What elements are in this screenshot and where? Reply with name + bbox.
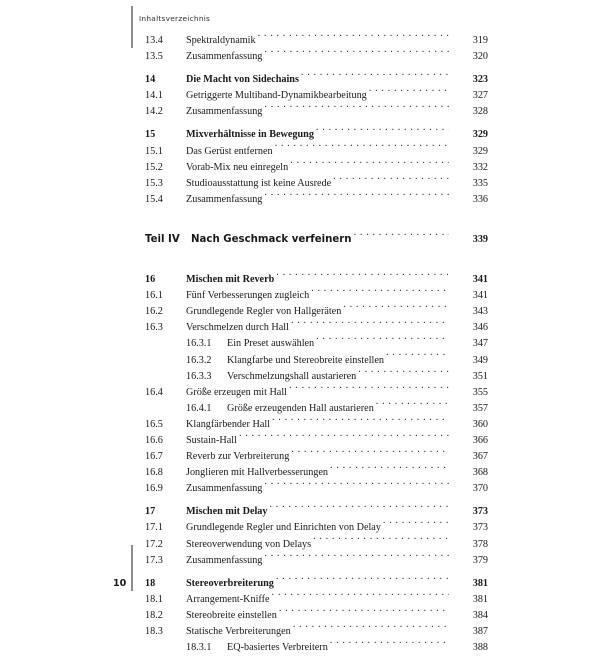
toc-entry-row[interactable] (145, 88, 488, 104)
toc-leader-dots (369, 88, 449, 98)
toc-entry-title: Verschmelzungshall austarieren (227, 370, 357, 382)
toc-entry-title: Klangfärbender Hall (186, 418, 271, 430)
toc-leader-dots (270, 504, 450, 514)
toc-entry-title: Stereoverbreiterung (186, 577, 274, 589)
toc-entry-number: 17.1 (145, 522, 163, 534)
toc-entry-page: 381 (472, 593, 488, 605)
toc-entry-number: 15.1 (145, 145, 163, 157)
toc-entry-number: 18.2 (145, 609, 163, 621)
toc-entry-row[interactable] (145, 417, 488, 433)
toc-entry-number: 16.3 (145, 322, 163, 334)
toc-entry-page: 378 (472, 538, 488, 550)
toc-entry-row[interactable] (145, 640, 488, 656)
toc-entry-title: Klangfarbe und Stereobreite einstellen (227, 354, 384, 366)
toc-entry-number: 16.9 (145, 483, 163, 495)
toc-leader-dots (276, 576, 449, 586)
toc-entry-page: 346 (472, 322, 488, 334)
toc-entry-title: Ein Preset auswählen (227, 338, 315, 350)
toc-entry-row[interactable] (145, 72, 488, 88)
toc-entry-row[interactable] (145, 192, 488, 208)
toc-leader-dots (333, 176, 449, 186)
toc-entry-number: 18.1 (145, 593, 163, 605)
toc-entry-row[interactable] (145, 144, 488, 160)
toc-entry-title: Getriggerte Multiband-Dynamikbearbeitung (186, 90, 367, 102)
toc-entry-number: 15.3 (145, 177, 163, 189)
toc-entry-row[interactable] (145, 401, 488, 417)
toc-entry-row[interactable] (145, 537, 488, 553)
toc-entry-title: Nach Geschmack verfeinern (191, 233, 352, 245)
toc-entry-page: 341 (472, 274, 488, 286)
toc-entry-row[interactable] (145, 624, 488, 640)
toc-leader-dots (316, 127, 449, 137)
toc-entry-number: 16.2 (145, 306, 163, 318)
toc-entry-row[interactable] (145, 481, 488, 497)
toc-entry-title: Zusammenfassung (186, 554, 263, 566)
toc-entry-title: Statische Verbreiterungen (186, 626, 291, 637)
toc-leader-dots (316, 336, 449, 346)
toc-entry-title: Größe erzeugen mit Hall (186, 386, 287, 398)
toc-entry-number: 18 (145, 577, 156, 589)
toc-entry-title: Verschmelzen durch Hall (186, 322, 289, 334)
toc-part-row[interactable] (145, 232, 488, 248)
toc-leader-dots (239, 433, 449, 443)
toc-leader-dots (358, 369, 449, 379)
toc-entry-title: Zusammenfassung (186, 193, 263, 205)
toc-entry-number: 17 (145, 506, 156, 518)
toc-leader-dots (386, 353, 449, 363)
toc-entry-row[interactable] (145, 127, 488, 143)
toc-entry-number: 15.4 (145, 193, 163, 205)
margin-rule-top (131, 6, 133, 48)
toc-leader-dots (293, 624, 449, 634)
toc-entry-number: 18.3 (145, 626, 163, 637)
toc-entry-row[interactable] (145, 553, 488, 569)
toc-entry-title: Fünf Verbesserungen zugleich (186, 290, 310, 302)
toc-entry-page: 370 (472, 483, 488, 495)
toc-leader-dots (376, 401, 449, 411)
toc-entry-title: Mischen mit Delay (186, 506, 268, 518)
toc-entry-number: 16.5 (145, 418, 163, 430)
toc-entry-page: 379 (472, 554, 488, 566)
toc-leader-dots (289, 385, 449, 395)
toc-entry-title: Mixverhältnisse in Bewegung (186, 129, 314, 141)
toc-entry-title: Das Gerüst entfernen (186, 145, 273, 157)
toc-entry-row[interactable] (145, 272, 488, 288)
toc-entry-page: 351 (472, 370, 488, 382)
toc-entry-number: 16.4 (145, 386, 163, 398)
toc-entry-page: 367 (472, 451, 488, 463)
toc-entry-number: 16.3.3 (186, 370, 212, 382)
toc-entry-number: 16.6 (145, 434, 163, 446)
toc-entry-page: 335 (472, 177, 488, 189)
toc-leader-dots (276, 272, 449, 282)
toc-entry-title: Zusammenfassung (186, 51, 263, 63)
toc-entry-row[interactable] (145, 304, 488, 320)
toc-entry-number: 16.3.2 (186, 354, 212, 366)
toc-entry-title: Zusammenfassung (186, 483, 263, 495)
table-of-contents (145, 33, 488, 656)
toc-entry-row[interactable] (145, 33, 488, 49)
toc-entry-page: 366 (472, 434, 488, 446)
toc-entry-title: Arrangement-Kniffe (186, 593, 270, 605)
toc-leader-dots (279, 608, 449, 618)
page-number-folio: 10 (113, 578, 127, 589)
toc-leader-dots (291, 320, 449, 330)
toc-group-spacer (145, 65, 488, 72)
toc-entry-title: EQ-basiertes Verbreitern (227, 642, 328, 654)
toc-entry-row[interactable] (145, 49, 488, 65)
toc-leader-dots (264, 104, 449, 114)
toc-entry-row[interactable] (145, 433, 488, 449)
toc-leader-dots (291, 449, 449, 459)
toc-entry-row[interactable] (145, 520, 488, 536)
toc-entry-row[interactable] (145, 385, 488, 401)
toc-entry-number: 13.4 (145, 35, 163, 46)
toc-entry-title: Mischen mit Reverb (186, 274, 275, 286)
toc-entry-title: Reverb zur Verbreiterung (186, 451, 290, 463)
toc-entry-title: Stereoverwendung von Delays (186, 538, 312, 550)
toc-entry-number: 16.1 (145, 290, 163, 302)
toc-entry-number: 16.4.1 (186, 402, 212, 414)
toc-entry-page: 343 (472, 306, 488, 318)
toc-group-spacer (145, 497, 488, 504)
toc-entry-row[interactable] (145, 369, 488, 385)
toc-entry-page: 347 (472, 338, 488, 350)
toc-entry-number: 16 (145, 274, 156, 286)
toc-entry-row[interactable] (145, 465, 488, 481)
toc-entry-page: 349 (472, 354, 488, 366)
toc-entry-number: 17.3 (145, 554, 163, 566)
toc-entry-title: Grundlegende Regler und Einrichten von Delay (186, 522, 381, 534)
toc-entry-page: 329 (472, 145, 488, 157)
toc-section-spacer (145, 248, 488, 272)
toc-entry-number: 14 (145, 74, 156, 86)
toc-entry-row[interactable] (145, 288, 488, 304)
toc-leader-dots (311, 288, 449, 298)
toc-entry-page: 373 (472, 522, 488, 534)
toc-leader-dots (275, 144, 449, 154)
toc-entry-number: 13.5 (145, 51, 163, 63)
toc-entry-number: 14.1 (145, 90, 163, 102)
toc-leader-dots (313, 537, 449, 547)
toc-entry-title: Jonglieren mit Hallverbesserungen (186, 467, 329, 479)
toc-entry-number: 16.7 (145, 451, 163, 463)
toc-group-spacer (145, 120, 488, 127)
toc-entry-row[interactable] (145, 336, 488, 352)
toc-entry-row[interactable] (145, 353, 488, 369)
toc-leader-dots (330, 465, 449, 475)
toc-entry-page: 384 (472, 609, 488, 621)
toc-entry-title: Spektraldynamik (186, 35, 256, 46)
toc-entry-number: 17.2 (145, 538, 163, 550)
toc-entry-number: 16.8 (145, 467, 163, 479)
toc-entry-page: 336 (472, 193, 488, 205)
toc-entry-page: 328 (472, 106, 488, 118)
running-head: Inhaltsverzeichnis (139, 14, 211, 23)
toc-leader-dots (264, 553, 449, 563)
toc-leader-dots (264, 192, 449, 202)
toc-entry-number: 14.2 (145, 106, 163, 118)
toc-entry-title: Stereobreite einstellen (186, 609, 277, 621)
toc-entry-row[interactable] (145, 449, 488, 465)
toc-leader-dots (272, 417, 449, 427)
toc-entry-title: Vorab-Mix neu einregeln (186, 161, 289, 173)
toc-group-spacer (145, 569, 488, 576)
toc-entry-row[interactable] (145, 576, 488, 592)
toc-entry-page: 341 (472, 290, 488, 302)
toc-leader-dots (264, 49, 449, 59)
toc-leader-dots (258, 33, 449, 43)
toc-entry-number: 15 (145, 129, 156, 141)
toc-entry-row[interactable] (145, 608, 488, 624)
toc-entry-page: 388 (472, 642, 488, 654)
toc-leader-dots (330, 640, 449, 650)
margin-rule-bottom (131, 545, 133, 591)
toc-entry-row[interactable] (145, 504, 488, 520)
toc-entry-title: Die Macht von Sidechains (186, 74, 299, 86)
toc-leader-dots (383, 520, 449, 530)
toc-leader-dots (264, 481, 449, 491)
toc-entry-page: 357 (472, 402, 488, 414)
toc-entry-page: 387 (472, 626, 488, 637)
toc-leader-dots (354, 232, 449, 242)
toc-entry-number: Teil IV (145, 233, 180, 245)
toc-entry-row[interactable] (145, 320, 488, 336)
toc-entry-page: 355 (472, 386, 488, 398)
toc-leader-dots (343, 304, 449, 314)
toc-entry-number: 15.2 (145, 161, 163, 173)
toc-entry-title: Grundlegende Regler von Hallgeräten (186, 306, 342, 318)
toc-section-spacer (145, 208, 488, 232)
toc-entry-number: 16.3.1 (186, 338, 212, 350)
toc-leader-dots (290, 160, 449, 170)
toc-entry-title: Studioausstattung ist keine Ausrede (186, 177, 332, 189)
toc-entry-title: Sustain-Hall (186, 434, 237, 446)
toc-entry-title: Größe erzeugenden Hall austarieren (227, 402, 374, 414)
toc-entry-page: 339 (472, 233, 488, 245)
toc-entry-page: 360 (472, 418, 488, 430)
toc-entry-row[interactable] (145, 104, 488, 120)
toc-entry-page: 332 (472, 161, 488, 173)
toc-leader-dots (272, 592, 449, 602)
toc-entry-row[interactable] (145, 160, 488, 176)
toc-entry-page: 381 (472, 577, 488, 589)
toc-entry-page: 329 (472, 129, 488, 141)
toc-entry-number: 18.3.1 (186, 642, 212, 654)
toc-entry-row[interactable] (145, 176, 488, 192)
toc-leader-dots (301, 72, 449, 82)
toc-entry-page: 327 (472, 90, 488, 102)
toc-entry-page: 319 (472, 35, 488, 46)
toc-entry-page: 323 (472, 74, 488, 86)
toc-entry-page: 373 (472, 506, 488, 518)
toc-entry-page: 368 (472, 467, 488, 479)
toc-entry-page: 320 (472, 51, 488, 63)
toc-entry-title: Zusammenfassung (186, 106, 263, 118)
